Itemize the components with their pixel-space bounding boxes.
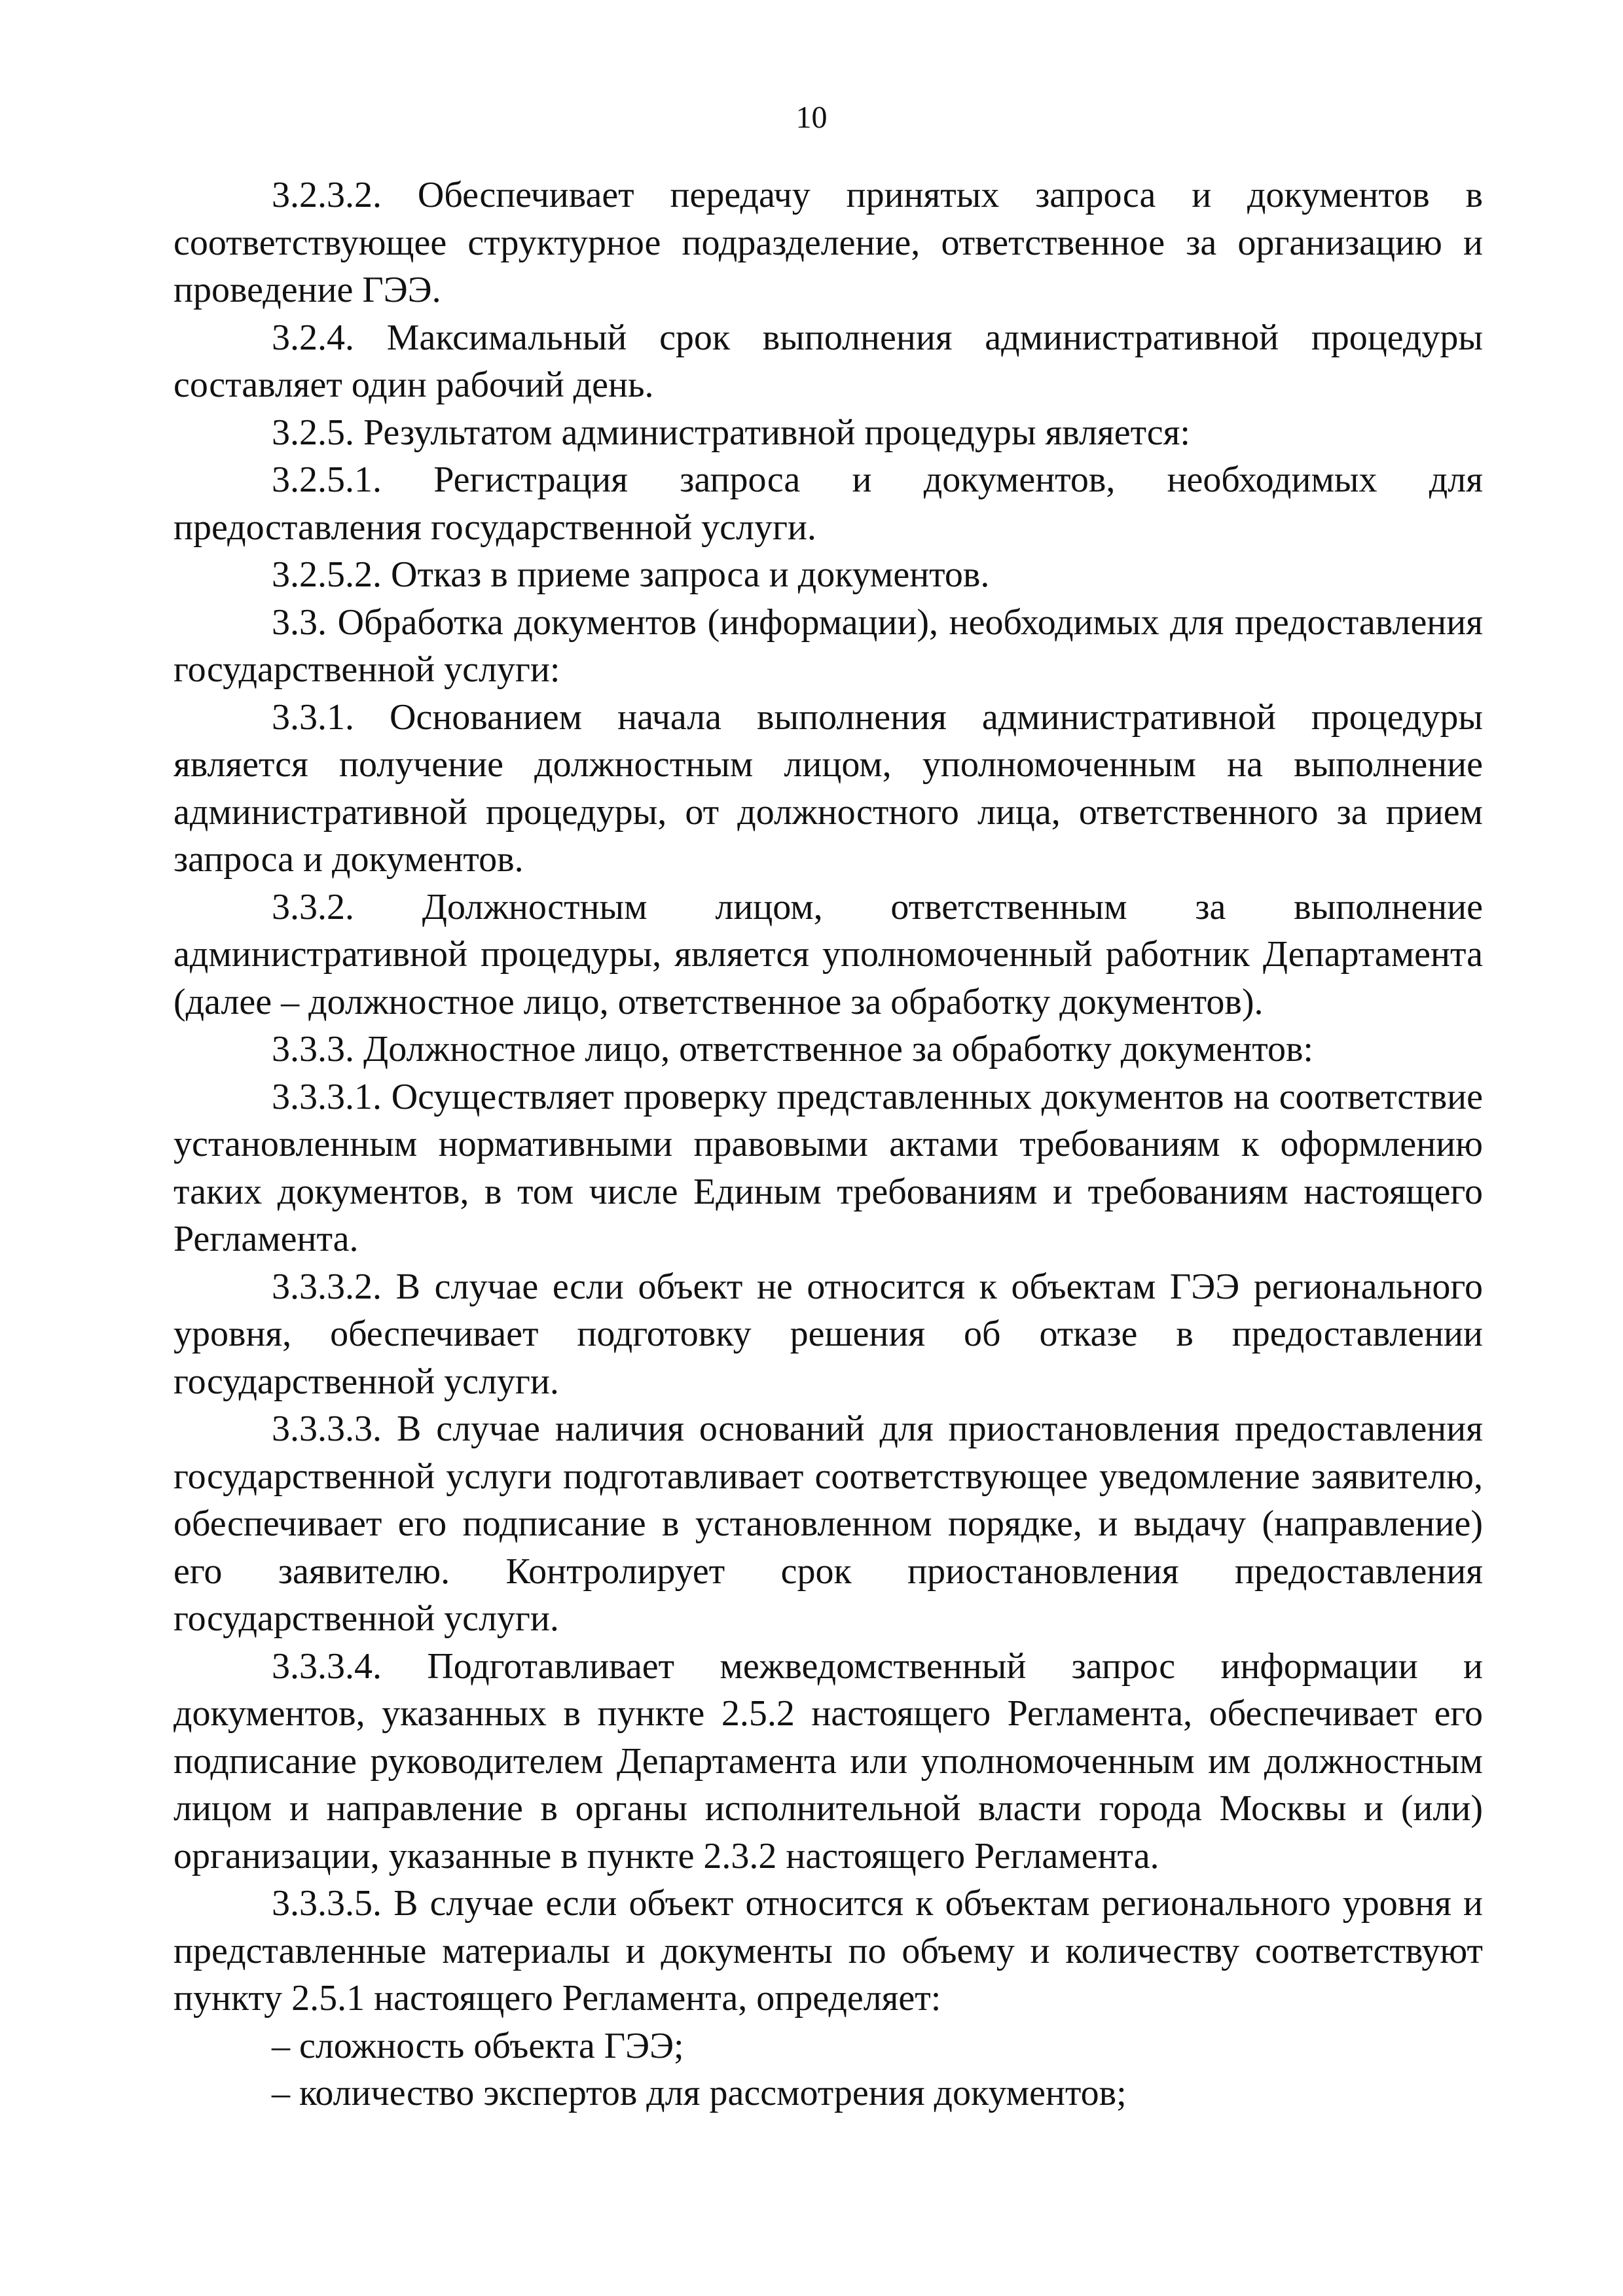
- document-body: [173, 171, 1483, 2117]
- paragraph-3-2-4: 3.2.4. Максимальный срок выполнения административной процедуры составляет один рабочий день.: [173, 317, 1483, 405]
- paragraph-3-3-2: 3.3.2. Должностным лицом, ответственным за выполнение административной процедуры, является уполномоченный работник Департамента (далее – должностное лицо, ответственное за обработку документов).: [173, 886, 1483, 1022]
- paragraph-3-2-5-2: 3.2.5.2. Отказ в приеме запроса и документов.: [272, 554, 990, 595]
- paragraph-3-3-3-5: 3.3.3.5. В случае если объект относится к объектам регионального уровня и представленные материалы и документы по объему и количеству соответствуют пункту 2.5.1 настоящего Регламента, определяет:: [173, 1883, 1483, 2018]
- paragraph-3-3-3-4: 3.3.3.4. Подготавливает межведомственный запрос информации и документов, указанных в пункте 2.5.2 настоящего Регламента, обеспечивает его подписание руководителем Департамента или уполномоченным им должностным лицом и направление в органы исполнительной власти города Москвы и (или) организации, указанные в пункте 2.3.2 настоящего Регламента.: [173, 1645, 1483, 1876]
- paragraph-3-3-3-2: 3.3.3.2. В случае если объект не относится к объектам ГЭЭ регионального уровня, обеспечивает подготовку решения об отказе в предоставлении государственной услуги.: [173, 1266, 1483, 1402]
- paragraph-3-3-1: 3.3.1. Основанием начала выполнения административной процедуры является получение должностным лицом, уполномоченным на выполнение административной процедуры, от должностного лица, ответственного за прием запроса и документов.: [173, 696, 1483, 880]
- page-number: 10: [795, 100, 828, 135]
- paragraph-3-2-5-1: 3.2.5.1. Регистрация запроса и документов, необходимых для предоставления государственной услуги.: [173, 459, 1483, 548]
- paragraph-3-3-3: 3.3.3. Должностное лицо, ответственное за обработку документов:: [272, 1029, 1313, 1069]
- paragraph-3-3-3-1: 3.3.3.1. Осуществляет проверку представленных документов на соответствие установленным нормативными правовыми актами требованиям к оформлению таких документов, в том числе Единым требованиям и требованиям настоящего Регламента.: [173, 1076, 1483, 1259]
- paragraph-3-3-3-3: 3.3.3.3. В случае наличия оснований для приостановления предоставления государственной услуги подготавливает соответствующее уведомление заявителю, обеспечивает его подписание в установленном порядке, и выдачу (направление) его заявителю. Контролирует срок приостановления предоставления государственной услуги.: [173, 1408, 1483, 1639]
- paragraph-3-2-5: 3.2.5. Результатом административной процедуры является:: [272, 412, 1190, 453]
- paragraph-3-3: 3.3. Обработка документов (информации), необходимых для предоставления государственной услуги:: [173, 601, 1483, 690]
- list-item-complexity: – сложность объекта ГЭЭ;: [272, 2025, 684, 2066]
- paragraph-3-2-3-2: 3.2.3.2. Обеспечивает передачу принятых запроса и документов в соответствующее структурное подразделение, ответственное за организацию и проведение ГЭЭ.: [173, 175, 1483, 310]
- list-item-experts-count: – количество экспертов для рассмотрения документов;: [272, 2073, 1127, 2113]
